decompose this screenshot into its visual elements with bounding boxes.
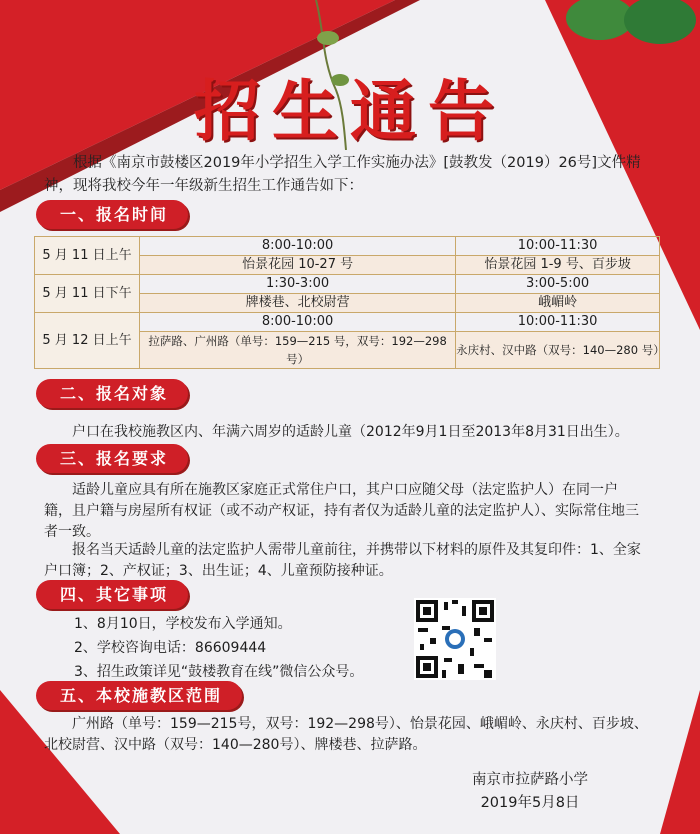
area-paragraph: 广州路（单号：159—215号，双号：192—298号）、怡景花园、峨嵋岭、永庆村、百步坡、北校尉营、汉中路（双号：140—280号）、牌楼巷、拉萨路。	[44, 716, 648, 753]
table-cell-day: 5 月 11 日上午	[35, 237, 140, 275]
table-cell-area: 牌楼巷、北校尉营	[140, 294, 456, 313]
table-cell-time: 10:00-11:30	[456, 313, 660, 332]
requirements-paragraph-1: 适龄儿童应具有所在施教区家庭正式常住户口，其户口应随父母（法定监护人）在同一户籍，且户籍与房屋所有权证（或不动产权证，持有者仅为适龄儿童的法定监护人）、实际常住地三者一致。	[44, 482, 639, 540]
table-cell-time: 8:00-10:00	[140, 313, 456, 332]
table-cell-area: 峨嵋岭	[456, 294, 660, 313]
target-paragraph: 户口在我校施教区内、年满六周岁的适龄儿童（2012年9月1日至2013年8月31日出生）。	[72, 424, 629, 440]
table-row	[35, 313, 660, 332]
table-cell-time: 1:30-3:00	[140, 275, 456, 294]
green-leaf-icon	[560, 0, 700, 60]
table-cell-time: 3:00-5:00	[456, 275, 660, 294]
table-cell-day: 5 月 11 日下午	[35, 275, 140, 313]
list-item: 3、招生政策详见“鼓楼教育在线”微信公众号。	[74, 664, 364, 680]
table-cell-time: 10:00-11:30	[456, 237, 660, 256]
table-cell-area: 怡景花园 1-9 号、百步坡	[456, 256, 660, 275]
notice-date: 2019年5月8日	[480, 795, 580, 811]
qr-code-icon	[414, 598, 496, 680]
section-heading-area: 五、本校施教区范围	[36, 681, 242, 710]
section-heading-time: 一、报名时间	[36, 200, 188, 229]
page-title: 招生通告	[194, 73, 506, 150]
table-row	[35, 237, 660, 256]
list-item: 1、8月10日，学校发布入学通知。	[74, 616, 292, 632]
table-cell-area: 拉萨路、广州路（单号：159—215 号，双号：192—298 号）	[140, 332, 456, 369]
intro-paragraph: 根据《南京市鼓楼区2019年小学招生入学工作实施办法》[鼓教发（2019）26号]文件精神，现将我校今年一年级新生招生工作通告如下：	[44, 155, 641, 194]
section-heading-requirements: 三、报名要求	[36, 444, 188, 473]
table-cell-area: 永庆村、汉中路（双号：140—280 号）	[456, 332, 660, 369]
list-item: 2、学校咨询电话：86609444	[74, 640, 267, 656]
section-heading-other: 四、其它事项	[36, 580, 188, 609]
table-cell-time: 8:00-10:00	[140, 237, 456, 256]
other-items-list	[74, 612, 363, 684]
section-heading-target: 二、报名对象	[36, 379, 188, 408]
requirements-paragraph-2: 报名当天适龄儿童的法定监护人需带儿童前往，并携带以下材料的原件及其复印件：1、全家户口簿；2、产权证；3、出生证；4、儿童预防接种证。	[44, 542, 641, 579]
table-cell-area: 怡景花园 10-27 号	[140, 256, 456, 275]
school-name: 南京市拉萨路小学	[472, 772, 588, 788]
schedule-table	[34, 236, 665, 369]
table-cell-day: 5 月 12 日上午	[35, 313, 140, 369]
table-row	[35, 275, 660, 294]
